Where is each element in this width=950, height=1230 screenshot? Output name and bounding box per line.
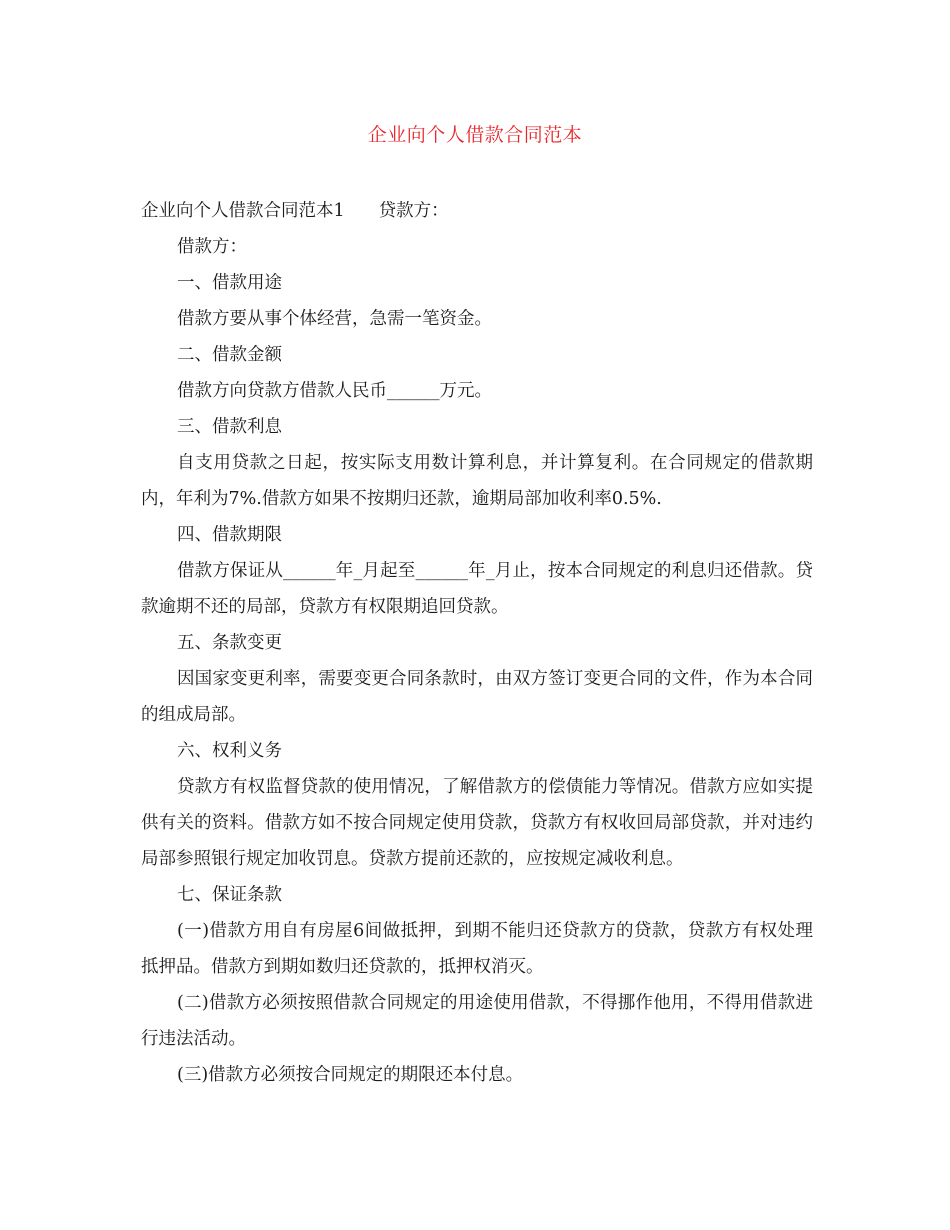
section-text-interest: 自支用贷款之日起，按实际支用数计算利息，并计算复利。在合同规定的借款期内，年利为7%.借款方如果不按期归还款，逾期局部加收利率0.5%. (141, 453, 813, 509)
section-heading-term: 四、借款期限 (177, 525, 282, 545)
section-text-changes: 因国家变更利率，需要变更合同条款时，由双方签订变更合同的文件，作为本合同的组成局部。 (141, 669, 813, 725)
guarantee-clause-2: (二)借款方必须按照借款合同规定的用途使用借款，不得挪作他用，不得用借款进行违法活动。 (141, 993, 813, 1049)
guarantee-clause-1: (一)借款方用自有房屋6间做抵押，到期不能归还贷款方的贷款，贷款方有权处理抵押品。借款方到期如数归还贷款的，抵押权消灭。 (141, 921, 813, 977)
section-heading-amount: 二、借款金额 (177, 345, 282, 365)
document-title: 企业向个人借款合同范本 (367, 124, 583, 146)
section-heading-changes: 五、条款变更 (177, 633, 282, 653)
section-text-rights: 贷款方有权监督贷款的使用情况，了解借款方的偿债能力等情况。借款方应如实提供有关的资料。借款方如不按合同规定使用贷款，贷款方有权收回局部贷款，并对违约局部参照银行规定加收罚息。贷款方提前还款的，应按规定减收利息。 (141, 777, 813, 869)
section-heading-guarantee: 七、保证条款 (177, 885, 282, 905)
intro-heading: 企业向个人借款合同范本1 (141, 201, 345, 221)
section-text-amount: 借款方向贷款方借款人民币______万元。 (177, 381, 492, 401)
section-heading-rights: 六、权利义务 (177, 741, 282, 761)
lender-label: 贷款方： (378, 201, 449, 221)
document-body (141, 193, 813, 1093)
section-heading-interest: 三、借款利息 (177, 417, 282, 437)
section-heading-purpose: 一、借款用途 (177, 273, 282, 293)
guarantee-clause-3: (三)借款方必须按合同规定的期限还本付息。 (177, 1065, 524, 1085)
intro-line (141, 193, 813, 229)
borrower-label: 借款方： (177, 237, 247, 257)
section-text-term: 借款方保证从______年_月起至______年_月止，按本合同规定的利息归还借款。贷款逾期不还的局部，贷款方有权限期追回贷款。 (141, 561, 813, 617)
section-text-purpose: 借款方要从事个体经营，急需一笔资金。 (177, 309, 492, 329)
